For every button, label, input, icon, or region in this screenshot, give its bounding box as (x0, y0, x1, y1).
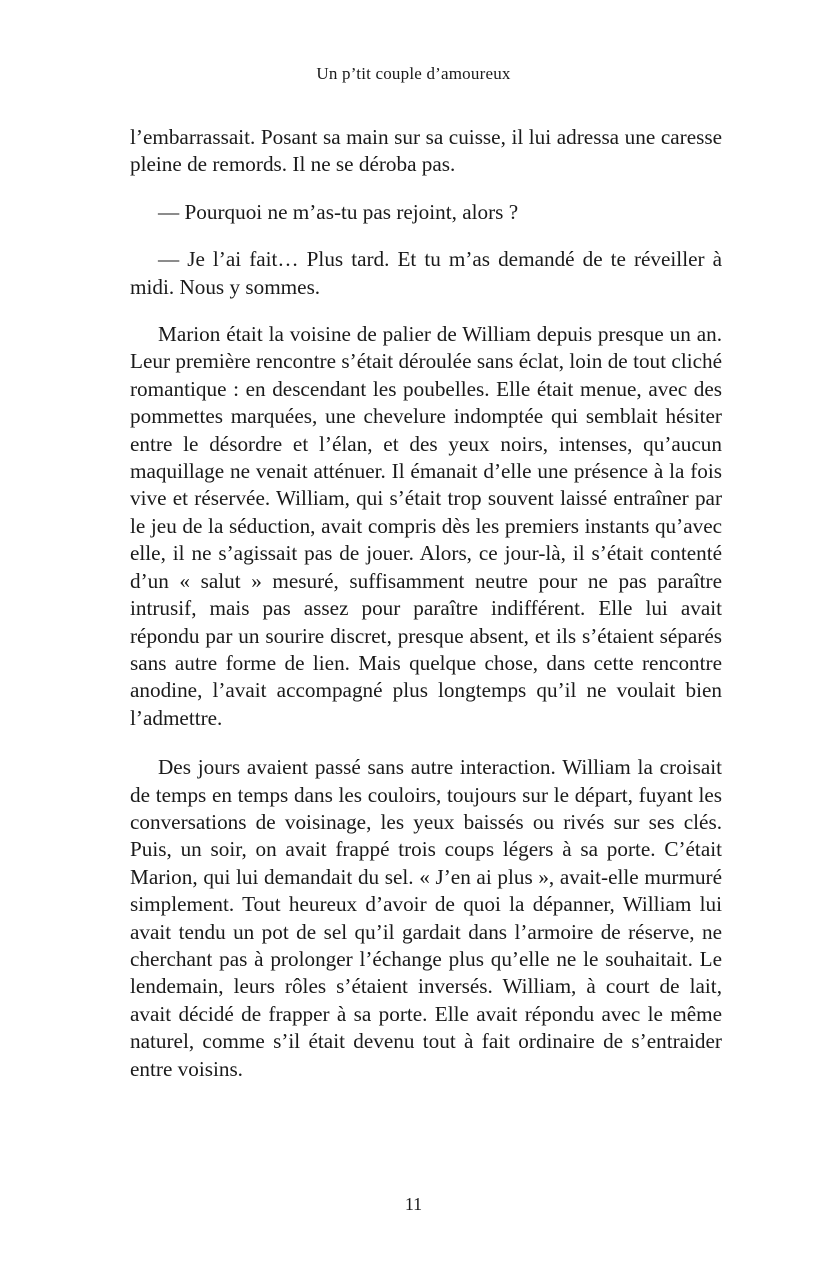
paragraph: Des jours avaient passé sans autre interaction. William la croisait de temps en temps dans les couloirs, toujours sur le départ, fuyant les conversations de voisinage, les yeux baissés ou rivés sur ses clés. Puis, un soir, on avait frappé trois coups légers à sa porte. C’était Marion, qui lui demandait du sel. « J’en ai plus », avait-elle murmuré simplement. Tout heureux d’avoir de quoi la dépanner, William lui avait tendu un pot de sel qu’il gardait dans l’armoire de réserve, ne cherchant pas à prolonger l’échange plus qu’elle ne le souhaitait. Le lendemain, leurs rôles s’étaient inversés. William, à court de lait, avait décidé de frapper à sa porte. Elle avait répondu avec le même naturel, comme s’il était devenu tout à fait ordinaire de s’entraider entre voisins. (130, 755, 722, 1081)
paragraph: l’embarrassait. Posant sa main sur sa cuisse, il lui adressa une caresse pleine de remords. Il ne se déroba pas. (130, 125, 722, 177)
dialogue-line: — Pourquoi ne m’as-tu pas rejoint, alors ? (158, 199, 519, 224)
paragraph: Marion était la voisine de palier de William depuis presque un an. Leur première rencontre s’était déroulée sans éclat, loin de tout cliché romantique : en descendant les poubelles. Elle était menue, avec des pommettes marquées, une chevelure indomptée qui semblait hésiter entre le désordre et l’élan, et des yeux noirs, intenses, qu’aucun maquillage ne venait atténuer. Il émanait d’elle une présence à la fois vive et réservée. William, qui s’était trop souvent laissé entraîner par le jeu de la séduction, avait compris dès les premiers instants qu’avec elle, il ne s’agissait pas de jouer. Alors, ce jour-là, il s’était contenté d’un « salut » mesuré, suffisamment neutre pour ne pas paraître intrusif, mais pas assez pour paraître indifférent. Elle lui avait répondu par un sourire discret, presque absent, et ils s’étaient séparés sans autre forme de lien. Mais quelque chose, dans cette rencontre anodine, l’avait accompagné plus longtemps qu’il ne voulait bien l’admettre. (130, 322, 722, 730)
body-text (130, 124, 722, 1103)
page-number: 11 (404, 1194, 423, 1214)
dialogue-line: — Je l’ai fait… Plus tard. Et tu m’as demandé de te réveiller à midi. Nous y sommes. (130, 247, 722, 299)
running-title: Un p’tit couple d’amoureux (316, 64, 511, 83)
